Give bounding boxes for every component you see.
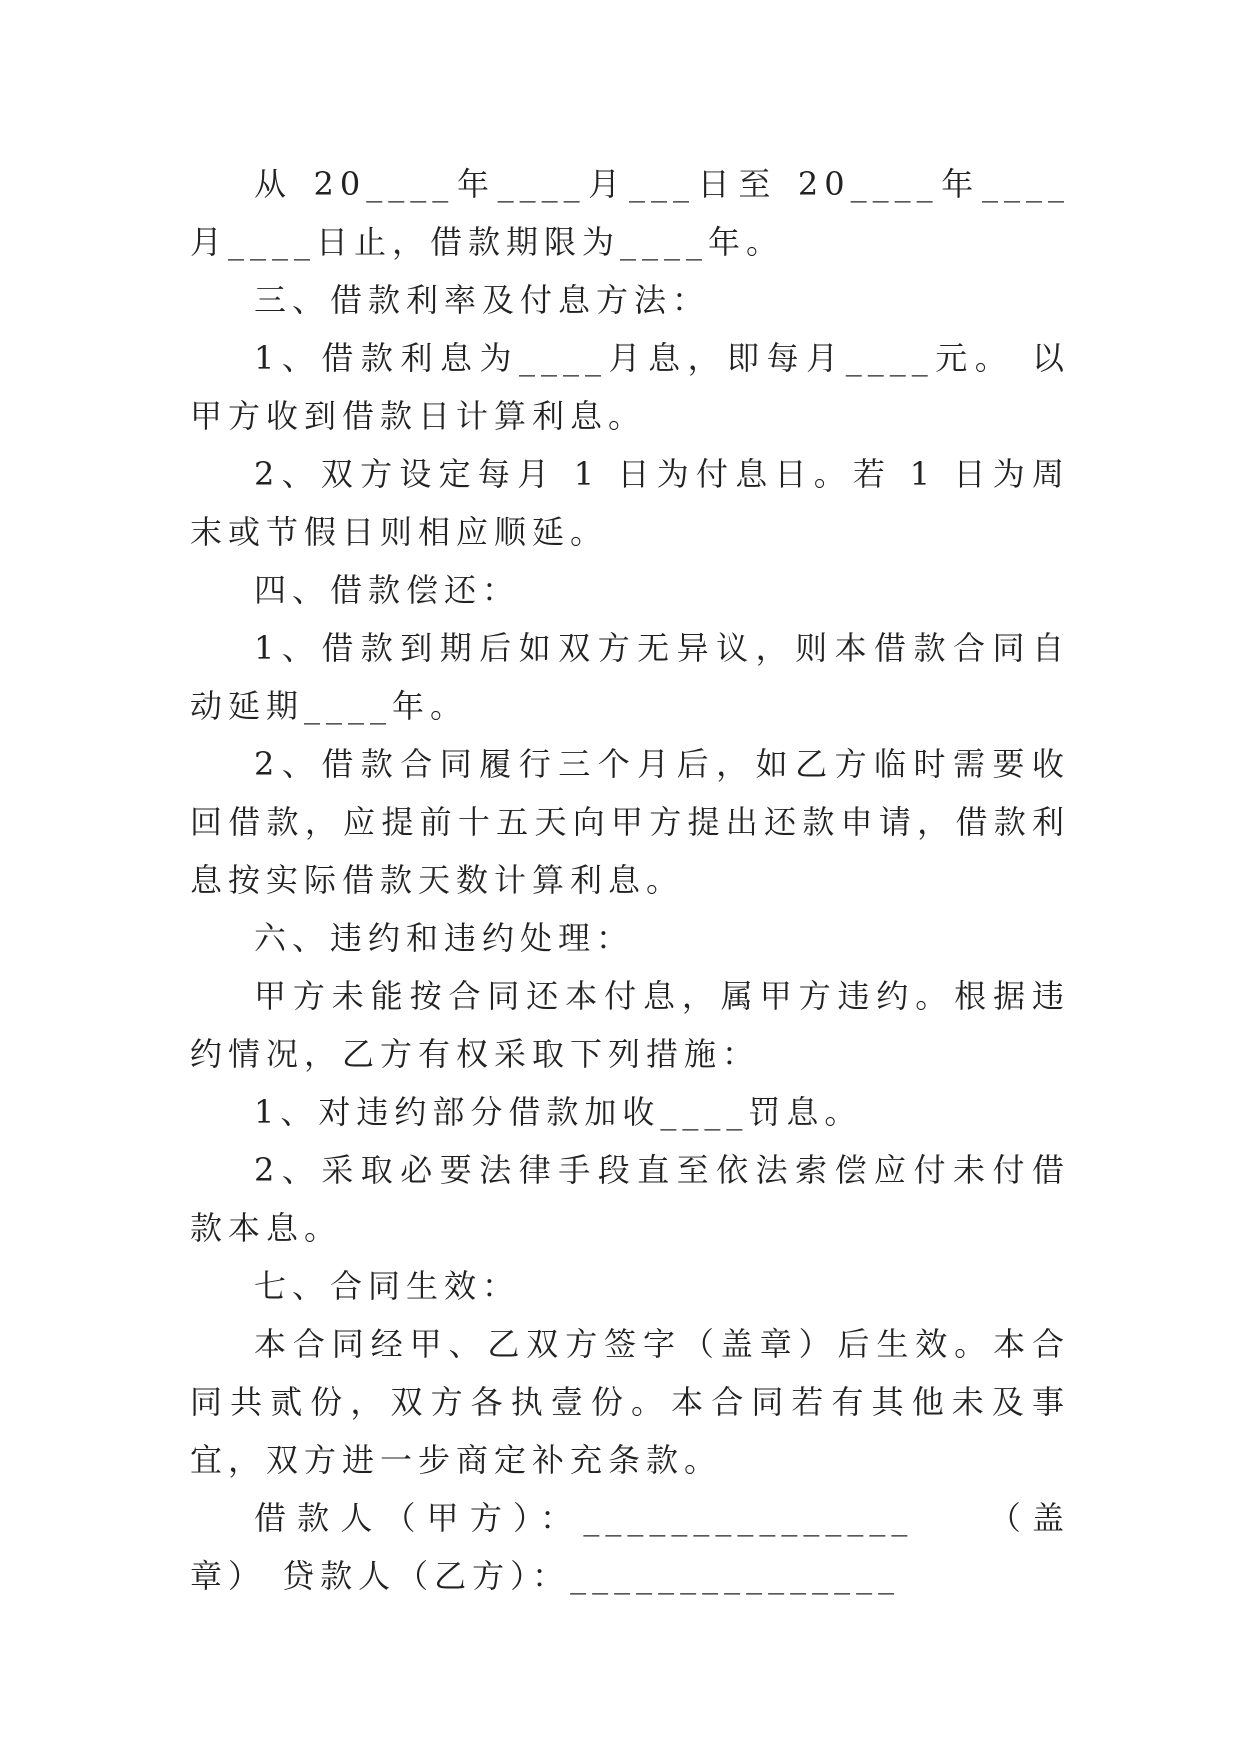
section-interest-heading: 三、借款利率及付息方法： (254, 281, 711, 319)
breach-measure-1: 1、对违约部分借款加收____罚息。 (254, 1093, 863, 1131)
loan-term-paragraph: 从 20____年____月___日至 20____年____月____日止，借款期限为____年。 (190, 165, 1070, 261)
document-body (190, 155, 1070, 1605)
section-effect-heading: 七、合同生效： (254, 1267, 521, 1305)
breach-paragraph: 甲方未能按合同还本付息，属甲方违约。根据违约情况，乙方有权采取下列措施： (190, 977, 1070, 1073)
repayment-clause-1: 1、借款到期后如双方无异议，则本借款合同自动延期____年。 (190, 629, 1070, 725)
breach-measure-2: 2、采取必要法律手段直至依法索偿应付未付借款本息。 (190, 1151, 1070, 1247)
effect-paragraph: 本合同经甲、乙双方签字（盖章）后生效。本合同共贰份，双方各执壹份。本合同若有其他未及事宜，双方进一步商定补充条款。 (190, 1325, 1070, 1479)
repayment-clause-2: 2、借款合同履行三个月后，如乙方临时需要收回借款，应提前十五天向甲方提出还款申请，借款利息按实际借款天数计算利息。 (190, 745, 1070, 899)
interest-clause-1: 1、借款利息为____月息，即每月____元。 以甲方收到借款日计算利息。 (190, 339, 1070, 435)
signature-line: 借款人（甲方）：_______________ （盖章） 贷款人（乙方）：_______________ (190, 1499, 1070, 1595)
section-breach-heading: 六、违约和违约处理： (254, 919, 635, 957)
section-repayment-heading: 四、借款偿还： (254, 571, 521, 609)
interest-clause-2: 2、双方设定每月 1 日为付息日。若 1 日为周末或节假日则相应顺延。 (190, 455, 1070, 551)
